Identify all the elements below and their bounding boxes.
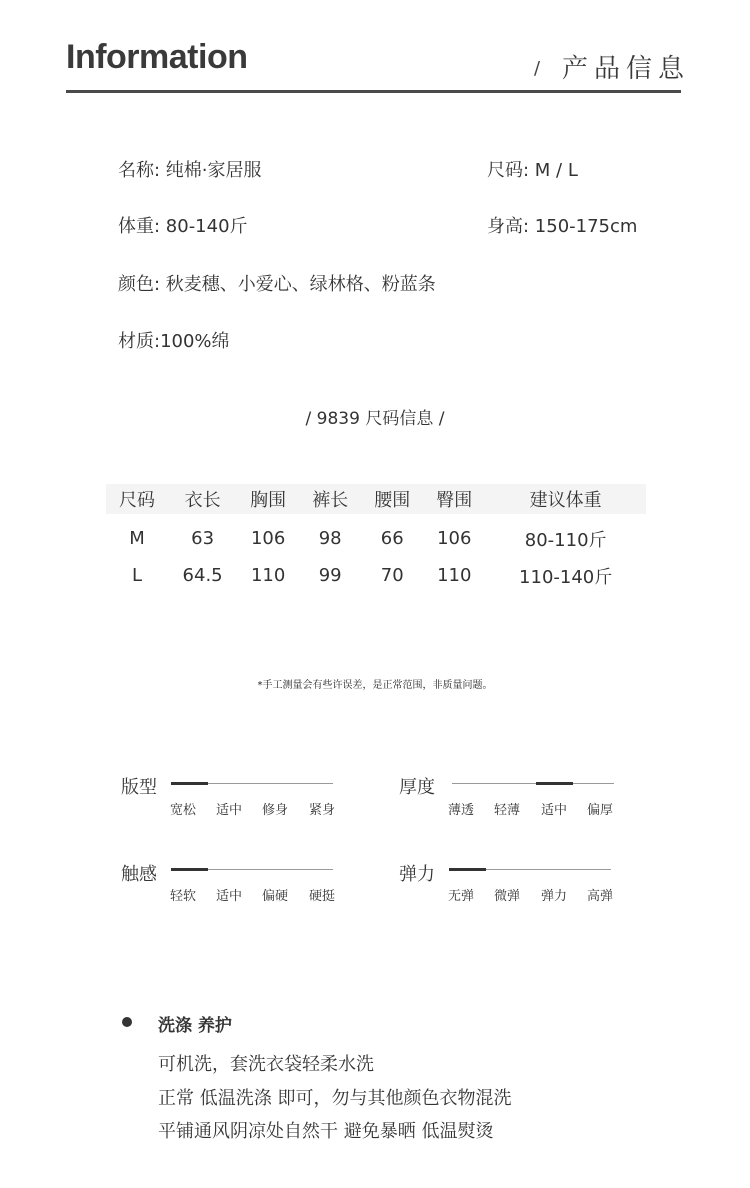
- table-cell: 106: [250, 528, 286, 549]
- scale-fit-indicator: [171, 782, 208, 785]
- scale-thickness-indicator: [536, 782, 573, 785]
- scale-fit-option: 适中: [216, 803, 243, 818]
- scale-feel-label: 触感: [121, 864, 157, 885]
- info-color: 颜色: 秋麦穗、小爱心、绿林格、粉蓝条: [118, 274, 436, 295]
- scale-thickness-track: [452, 783, 614, 784]
- scale-feel-indicator: [171, 868, 208, 871]
- scale-elasticity-option: 高弹: [587, 889, 614, 904]
- scale-fit-label: 版型: [121, 777, 157, 798]
- care-line: 平铺通风阴凉处自然干 避免暴晒 低温熨烫: [158, 1121, 494, 1142]
- care-line: 可机洗，套洗衣袋轻柔水洗: [158, 1054, 374, 1075]
- table-cell: 80-110斤: [524, 529, 607, 551]
- scale-thickness-option: 适中: [541, 803, 568, 818]
- scale-feel-option: 轻软: [170, 889, 197, 904]
- scale-thickness-option: 偏厚: [587, 803, 614, 818]
- care-line: 正常 低温洗涤 即可，勿与其他颜色衣物混洗: [158, 1088, 512, 1109]
- table-cell: 98: [318, 528, 342, 549]
- info-height: 身高: 150-175cm: [487, 216, 638, 237]
- table-cell: 64.5: [182, 565, 223, 586]
- table-cell: 63: [191, 528, 215, 549]
- table-cell: 99: [318, 565, 342, 586]
- bullet-icon: [122, 1017, 132, 1027]
- table-cell: 110-140斤: [519, 566, 613, 588]
- header-cell: 臀围: [423, 484, 485, 514]
- scale-elasticity-option: 微弹: [494, 889, 521, 904]
- page-title-en: Information: [66, 38, 248, 76]
- info-weight: 体重: 80-140斤: [118, 216, 248, 237]
- info-name: 名称: 纯棉·家居服: [118, 160, 262, 181]
- title-separator: /: [534, 58, 541, 79]
- measurement-note: *手工测量会有些许误差，是正常范围，非质量问题。: [257, 680, 493, 691]
- title-divider: [66, 90, 681, 93]
- scale-feel-option: 适中: [216, 889, 243, 904]
- scale-elasticity-indicator: [449, 868, 486, 871]
- table-cell: 70: [380, 565, 404, 586]
- header-cell: 尺码: [106, 484, 168, 514]
- scale-fit-option: 修身: [262, 803, 289, 818]
- info-size: 尺码: M / L: [487, 160, 578, 181]
- care-title: 洗涤 养护: [158, 1016, 232, 1036]
- info-material: 材质:100%绵: [118, 331, 230, 352]
- size-section-heading: / 9839 尺码信息 /: [305, 409, 445, 429]
- table-cell: 110: [437, 565, 472, 586]
- scale-feel-option: 偏硬: [262, 889, 289, 904]
- scale-thickness-label: 厚度: [399, 777, 435, 798]
- table-cell: M: [129, 528, 145, 549]
- table-cell: 110: [250, 565, 286, 586]
- header-cell: 建议体重: [485, 484, 646, 514]
- scale-fit-option: 宽松: [170, 803, 197, 818]
- scale-feel-option: 硬挺: [309, 889, 336, 904]
- table-cell: 106: [437, 528, 472, 549]
- header-cell: 腰围: [361, 484, 423, 514]
- table-row: [106, 557, 646, 594]
- scale-elasticity-option: 无弹: [448, 889, 475, 904]
- scale-fit-option: 紧身: [309, 803, 336, 818]
- table-cell: L: [132, 565, 143, 586]
- scale-elasticity-option: 弹力: [541, 889, 568, 904]
- table-row: [106, 514, 646, 557]
- header-cell: 裤长: [299, 484, 361, 514]
- scale-thickness-option: 轻薄: [494, 803, 521, 818]
- size-table-header-row: [106, 484, 646, 514]
- header-cell: 衣长: [168, 484, 237, 514]
- size-table: [106, 484, 646, 594]
- scale-thickness-option: 薄透: [448, 803, 475, 818]
- table-cell: 66: [380, 528, 404, 549]
- header-cell: 胸围: [237, 484, 299, 514]
- page-title-cn: 产品信息: [562, 54, 691, 84]
- scale-elasticity-label: 弹力: [399, 864, 435, 885]
